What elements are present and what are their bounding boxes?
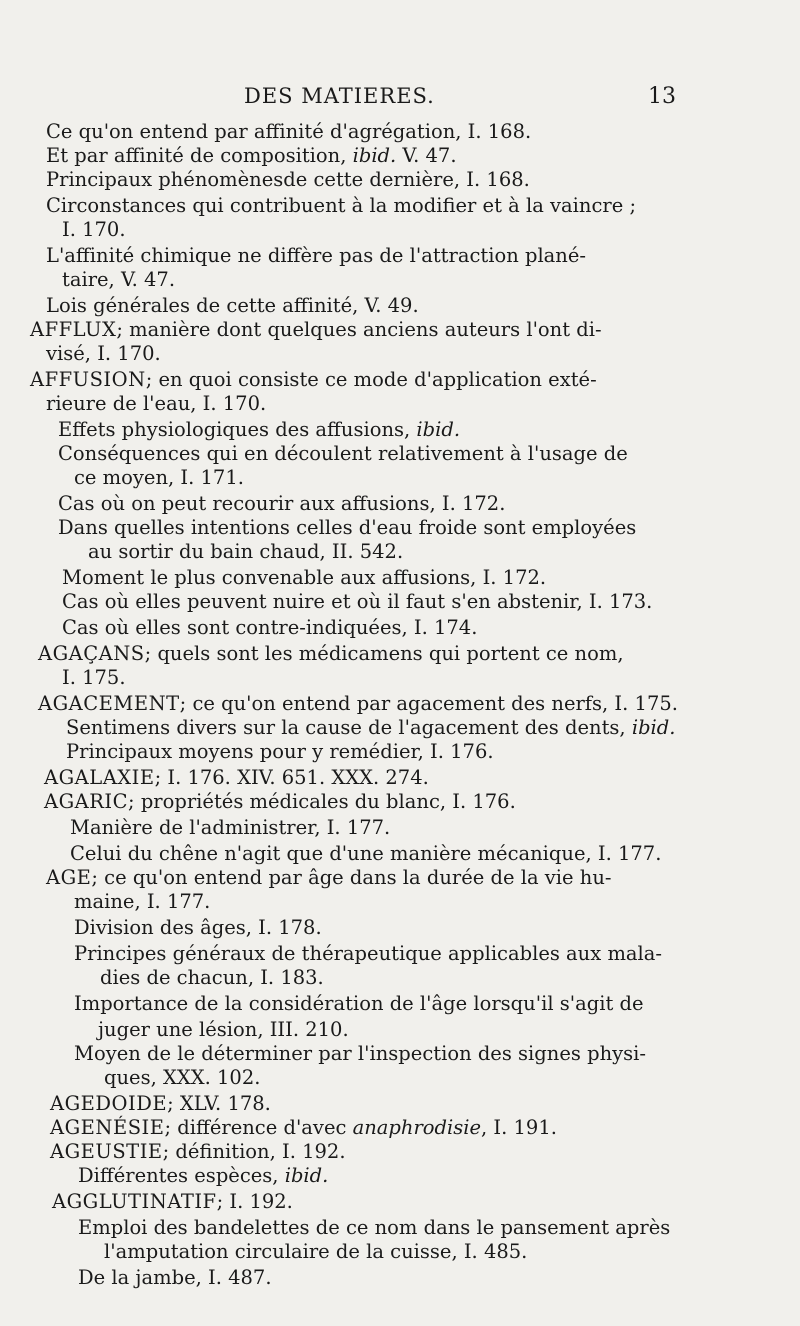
index-line [30,318,602,342]
entry-text: Moment le plus convenable aux affusions, I. 172. [62,566,547,589]
entry-text: Cas où on peut recourir aux affusions, I. 172. [58,492,506,515]
head-word: AGALAXIE [44,766,155,789]
head-word: AGACEMENT [38,692,180,715]
index-line [46,168,530,192]
entry-text: Ce qu'on entend par affinité d'agrégation, I. 168. [46,120,532,143]
index-line [88,540,403,564]
entry-text: ; quels sont les médicamens qui portent ce nom, [144,642,624,665]
entry-text: L'affinité chimique ne diffère pas de l'attraction plané- [46,244,586,267]
head-word: AGGLUTINATIF [52,1190,217,1213]
index-line [46,866,611,890]
ibid-ref: ibid. [416,418,461,441]
entry-text: De la jambe, I. 487. [78,1266,272,1289]
entry-text: Cas où elles peuvent nuire et où il faut s'en abstenir, I. 173. [62,590,653,613]
entry-text: Conséquences qui en découlent relativement à l'usage de [58,442,628,465]
index-line [74,1042,646,1066]
index-line [58,442,628,466]
entry-text: ; en quoi consiste ce mode d'application exté- [145,368,597,391]
entry-text: Cas où elles sont contre-indiquées, I. 174. [62,616,478,639]
entry-text: I. 175. [62,666,126,689]
entry-text: taire, V. 47. [62,268,176,291]
entry-text: ; définition, I. 192. [162,1140,346,1163]
entry-text: ; XLV. 178. [167,1092,271,1115]
entry-text: Emploi des bandelettes de ce nom dans le pansement après [78,1216,671,1239]
entry-text: Principaux moyens pour y remédier, I. 176. [66,740,494,763]
entry-text: Importance de la considération de l'âge lorsqu'il s'agit de [74,992,644,1015]
index-line [70,816,390,840]
entry-text: Principaux phénomènesde cette dernière, I. 168. [46,168,530,191]
entry-text: ; différence d'avec [164,1116,353,1139]
head-word: AGEDOIDE [50,1092,168,1115]
index-line [78,1216,670,1240]
entry-text: Division des âges, I. 178. [74,916,322,939]
index-line [62,218,126,242]
ibid-ref: ibid. [631,716,676,739]
index-line [38,692,678,716]
index-line [62,566,546,590]
entry-text: au sortir du bain chaud, II. 542. [88,540,404,563]
index-line [38,642,624,666]
entry-text: Principes généraux de thérapeutique applicables aux mala- [74,942,663,965]
index-line [74,466,244,490]
entry-text: ce moyen, I. 171. [74,466,244,489]
entry-text: Différentes espèces, [78,1164,285,1187]
head-word: AGAÇANS [38,642,145,665]
index-line [46,144,526,168]
index-line [46,342,161,366]
index-line [50,1092,271,1116]
entry-text: rieure de l'eau, I. 170. [46,392,267,415]
index-line [62,616,477,640]
entry-text: Manière de l'administrer, I. 177. [70,816,391,839]
entry-text: ; I. 176. XIV. 651. XXX. 274. [154,766,429,789]
entry-text: V. 47. [396,144,457,167]
head-word: AGEUSTIE [50,1140,163,1163]
entry-text: ; ce qu'on entend par agacement des nerfs, I. 175. [179,692,678,715]
index-line [74,992,644,1016]
index-line [46,294,419,318]
entry-text: I. 170. [62,218,126,241]
index-line [46,244,586,268]
index-line [100,966,324,990]
entry-text: juger une lésion, III. 210. [98,1018,349,1041]
index-line [78,1266,272,1290]
entry-text: ; manière dont quelques anciens auteurs l'ont di- [116,318,602,341]
index-line [30,368,597,392]
entry-text: Celui du chêne n'agit que d'une manière mécanique, I. 177. [70,842,662,865]
ibid-ref: ibid. [352,144,397,167]
entry-text: visé, I. 170. [46,342,161,365]
entry-text: Dans quelles intentions celles d'eau froide sont employées [58,516,637,539]
index-line [46,120,586,144]
entry-text: Et par affinité de composition, [46,144,353,167]
index-line [98,1018,349,1042]
index-line [74,890,210,914]
index-line [104,1240,527,1264]
entry-text: ; ce qu'on entend par âge dans la durée de la vie hu- [91,866,612,889]
running-title: DES MATIERES. [244,84,435,108]
index-line [78,1164,328,1188]
head-word: AGENÉSIE [50,1116,165,1139]
index-line [58,516,636,540]
index-line [44,766,429,790]
running-head [0,84,800,114]
index-line [46,392,266,416]
term-italic: anaphrodisie [352,1116,482,1139]
page-number: 13 [648,84,676,109]
entry-text: Sentimens divers sur la cause de l'agacement des dents, [66,716,632,739]
entry-text: dies de chacun, I. 183. [100,966,324,989]
entry-text: maine, I. 177. [74,890,211,913]
entry-text: Circonstances qui contribuent à la modifier et à la vaincre ; [46,194,637,217]
entry-text: Effets physiologiques des affusions, [58,418,417,441]
head-word: AGARIC [44,790,129,813]
index-line [58,492,505,516]
index-line [74,942,662,966]
index-line [62,666,126,690]
index-line [66,716,675,740]
index-line [74,916,322,940]
index-line [58,418,460,442]
entry-text: ; I. 192. [216,1190,293,1213]
index-line [52,1190,293,1214]
index-line [62,268,175,292]
head-word: AGE [46,866,92,889]
entry-text: l'amputation circulaire de la cuisse, I. 485. [104,1240,528,1263]
index-line [44,790,516,814]
entry-text: ; propriétés médicales du blanc, I. 176. [128,790,516,813]
entry-text: Lois générales de cette affinité, V. 49. [46,294,419,317]
index-line [50,1116,557,1140]
index-line [46,194,636,218]
index-line [104,1066,260,1090]
entry-text: ques, XXX. 102. [104,1066,261,1089]
index-line [70,842,661,866]
entry-text: Moyen de le déterminer par l'inspection des signes physi- [74,1042,646,1065]
entry-text: , I. 191. [481,1116,557,1139]
index-line [66,740,494,764]
ibid-ref: ibid. [284,1164,329,1187]
index-line [50,1140,346,1164]
head-word: AFFLUX [30,318,117,341]
head-word: AFFUSION [30,368,146,391]
index-line [62,590,652,614]
